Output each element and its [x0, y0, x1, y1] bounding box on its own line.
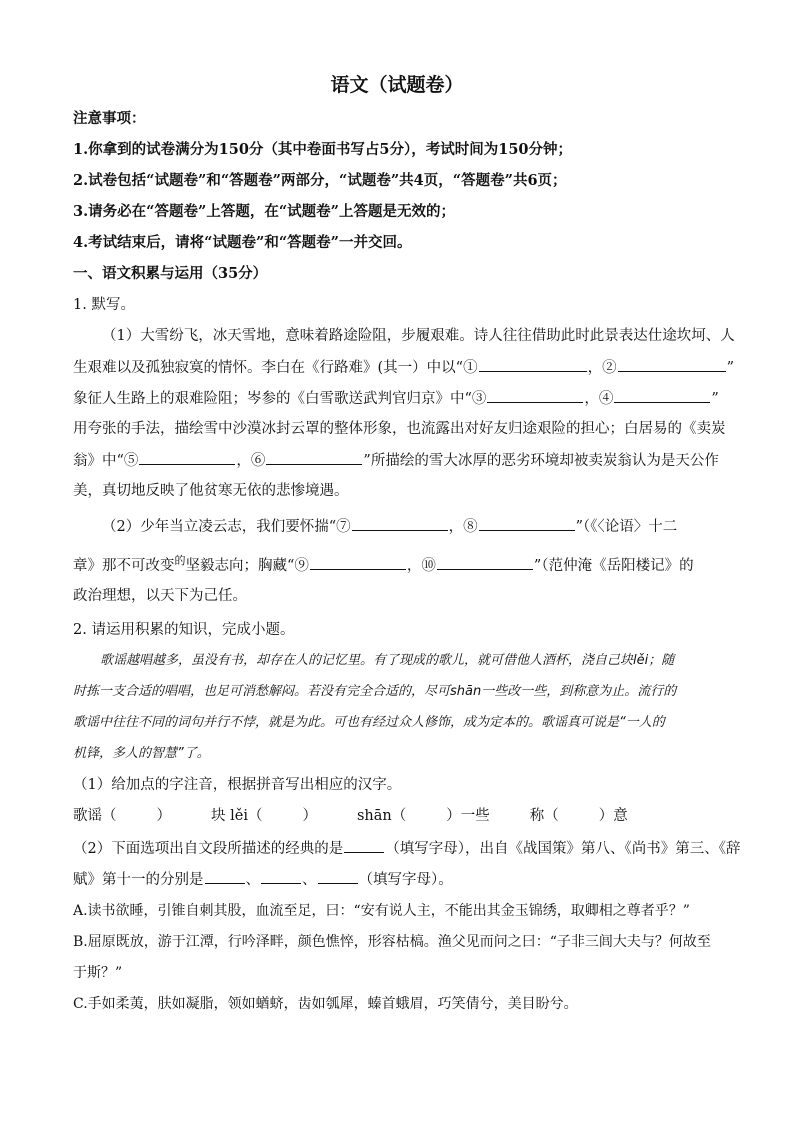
q1-text: （1）大雪纷飞，冰天雪地，意味着路途险阻，步履艰难。诗人往往借助此时此景表达仕途坎坷、人	[102, 328, 735, 344]
notice-item: 4.考试结束后，请将“试题卷”和“答题卷”一并交回。	[73, 234, 412, 251]
question-label: 2. 请运用积累的知识，完成小题。	[73, 622, 295, 638]
passage-line: 时拣一支合适的唱唱，也足可消愁解闷。若没有完全合适的，尽可shān一些改一些，到称意为止。流行的	[73, 684, 677, 699]
option-b: B.屈原既放，游于江潭，行吟泽畔，颜色憔悴，形容枯槁。渔父见而问之曰：“子非三闾大夫与？何故至	[73, 934, 711, 950]
question-label: 1. 默写。	[73, 297, 135, 313]
q2-sub: （1）给加点的字注音，根据拼音写出相应的汉字。	[73, 777, 402, 793]
passage-line: 机锋，多人的智慧”了。	[73, 746, 210, 761]
q1-text: 翁》中“⑤ ，⑥ ”所描绘的雪大冰厚的恶劣环境却被卖炭翁认为是天公作	[73, 450, 721, 471]
answer-blank[interactable]	[318, 869, 358, 884]
notice-heading: 注意事项：	[73, 110, 146, 127]
passage-line: 歌谣中往往不同的词句并行不悖，就是为此。可也有经过众人修饰，成为定本的。歌谣真可说是“一人的	[73, 715, 665, 730]
q1-text: 生艰难以及孤独寂寞的情怀。李白在《行路难》(其一）中以“① ，② ”	[73, 357, 721, 378]
q2-sub: 赋》第十一的分别是 、 、 （填写字母）。	[73, 869, 721, 890]
answer-blank[interactable]	[479, 516, 575, 531]
answer-blank[interactable]	[487, 388, 583, 403]
answer-blank[interactable]	[437, 555, 533, 570]
q1-text: 美，真切地反映了他贫寒无依的悲惨境遇。	[73, 483, 349, 499]
answer-blank[interactable]	[261, 869, 301, 884]
answer-blank[interactable]	[344, 838, 384, 853]
q1-text: 章》那不可改变$^的$坚毅志向；胸藏“⑨ ，⑩ ”（范仲淹《岳阳楼记》的	[73, 554, 694, 574]
q2-sub: （2）下面选项出自文段所描述的经典的是 （填写字母），出自《战国策》第八、《尚书》第三、《辞	[73, 838, 721, 859]
q1-text: 用夸张的手法，描绘雪中沙漠冰封云罩的整体形象，也流露出对好友归途艰险的担心；白居易的《卖炭	[73, 421, 726, 437]
notice-item: 3.请务必在“答题卷”上答题，在“试题卷”上答题是无效的；	[73, 203, 455, 220]
answer-blank[interactable]	[139, 450, 235, 465]
page-title: 语文（试题卷）	[330, 74, 464, 96]
answer-blank[interactable]	[479, 357, 587, 372]
option-a: A.读书欲睡，引锥自刺其股，血流至足，曰：“安有说人主，不能出其金玉锦绣，取卿相之尊者乎？”	[73, 903, 690, 919]
q2-fill-row: 歌谣（ ） 块 lěi（ ） shān（ ）一些 称（ ）意	[73, 808, 628, 824]
q1-text: （2）少年当立凌云志，我们要怀揣“⑦ ，⑧ ”（《〈论语〉十二	[102, 516, 722, 537]
answer-blank[interactable]	[266, 450, 362, 465]
option-c: C.手如柔荑，肤如凝脂，领如蝤蛴，齿如瓠犀，螓首蛾眉，巧笑倩兮，美目盼兮。	[73, 996, 578, 1012]
answer-blank[interactable]	[310, 555, 406, 570]
answer-blank[interactable]	[205, 869, 245, 884]
passage-line: 歌谣越唱越多，虽没有书，却存在人的记忆里。有了现成的歌儿，就可借他人酒杯，浇自己块lěi；随	[100, 653, 675, 668]
option-b-cont: 于斯？”	[73, 965, 123, 981]
section-heading: 一、语文积累与运用（35分）	[73, 265, 268, 282]
q1-text: 象征人生路上的艰难险阻；岑参的《白雪歌送武判官归京》中“③ ，④ ”	[73, 388, 721, 409]
q1-text: 政治理想，以天下为己任。	[73, 588, 247, 604]
notice-item: 2.试卷包括“试题卷”和“答题卷”两部分，“试题卷”共4页，“答题卷”共6页；	[73, 172, 567, 189]
answer-blank[interactable]	[614, 388, 710, 403]
answer-blank[interactable]	[352, 516, 448, 531]
notice-item: 1.你拿到的试卷满分为150分（其中卷面书写占5分），考试时间为150分钟；	[73, 141, 573, 158]
answer-blank[interactable]	[618, 357, 726, 372]
